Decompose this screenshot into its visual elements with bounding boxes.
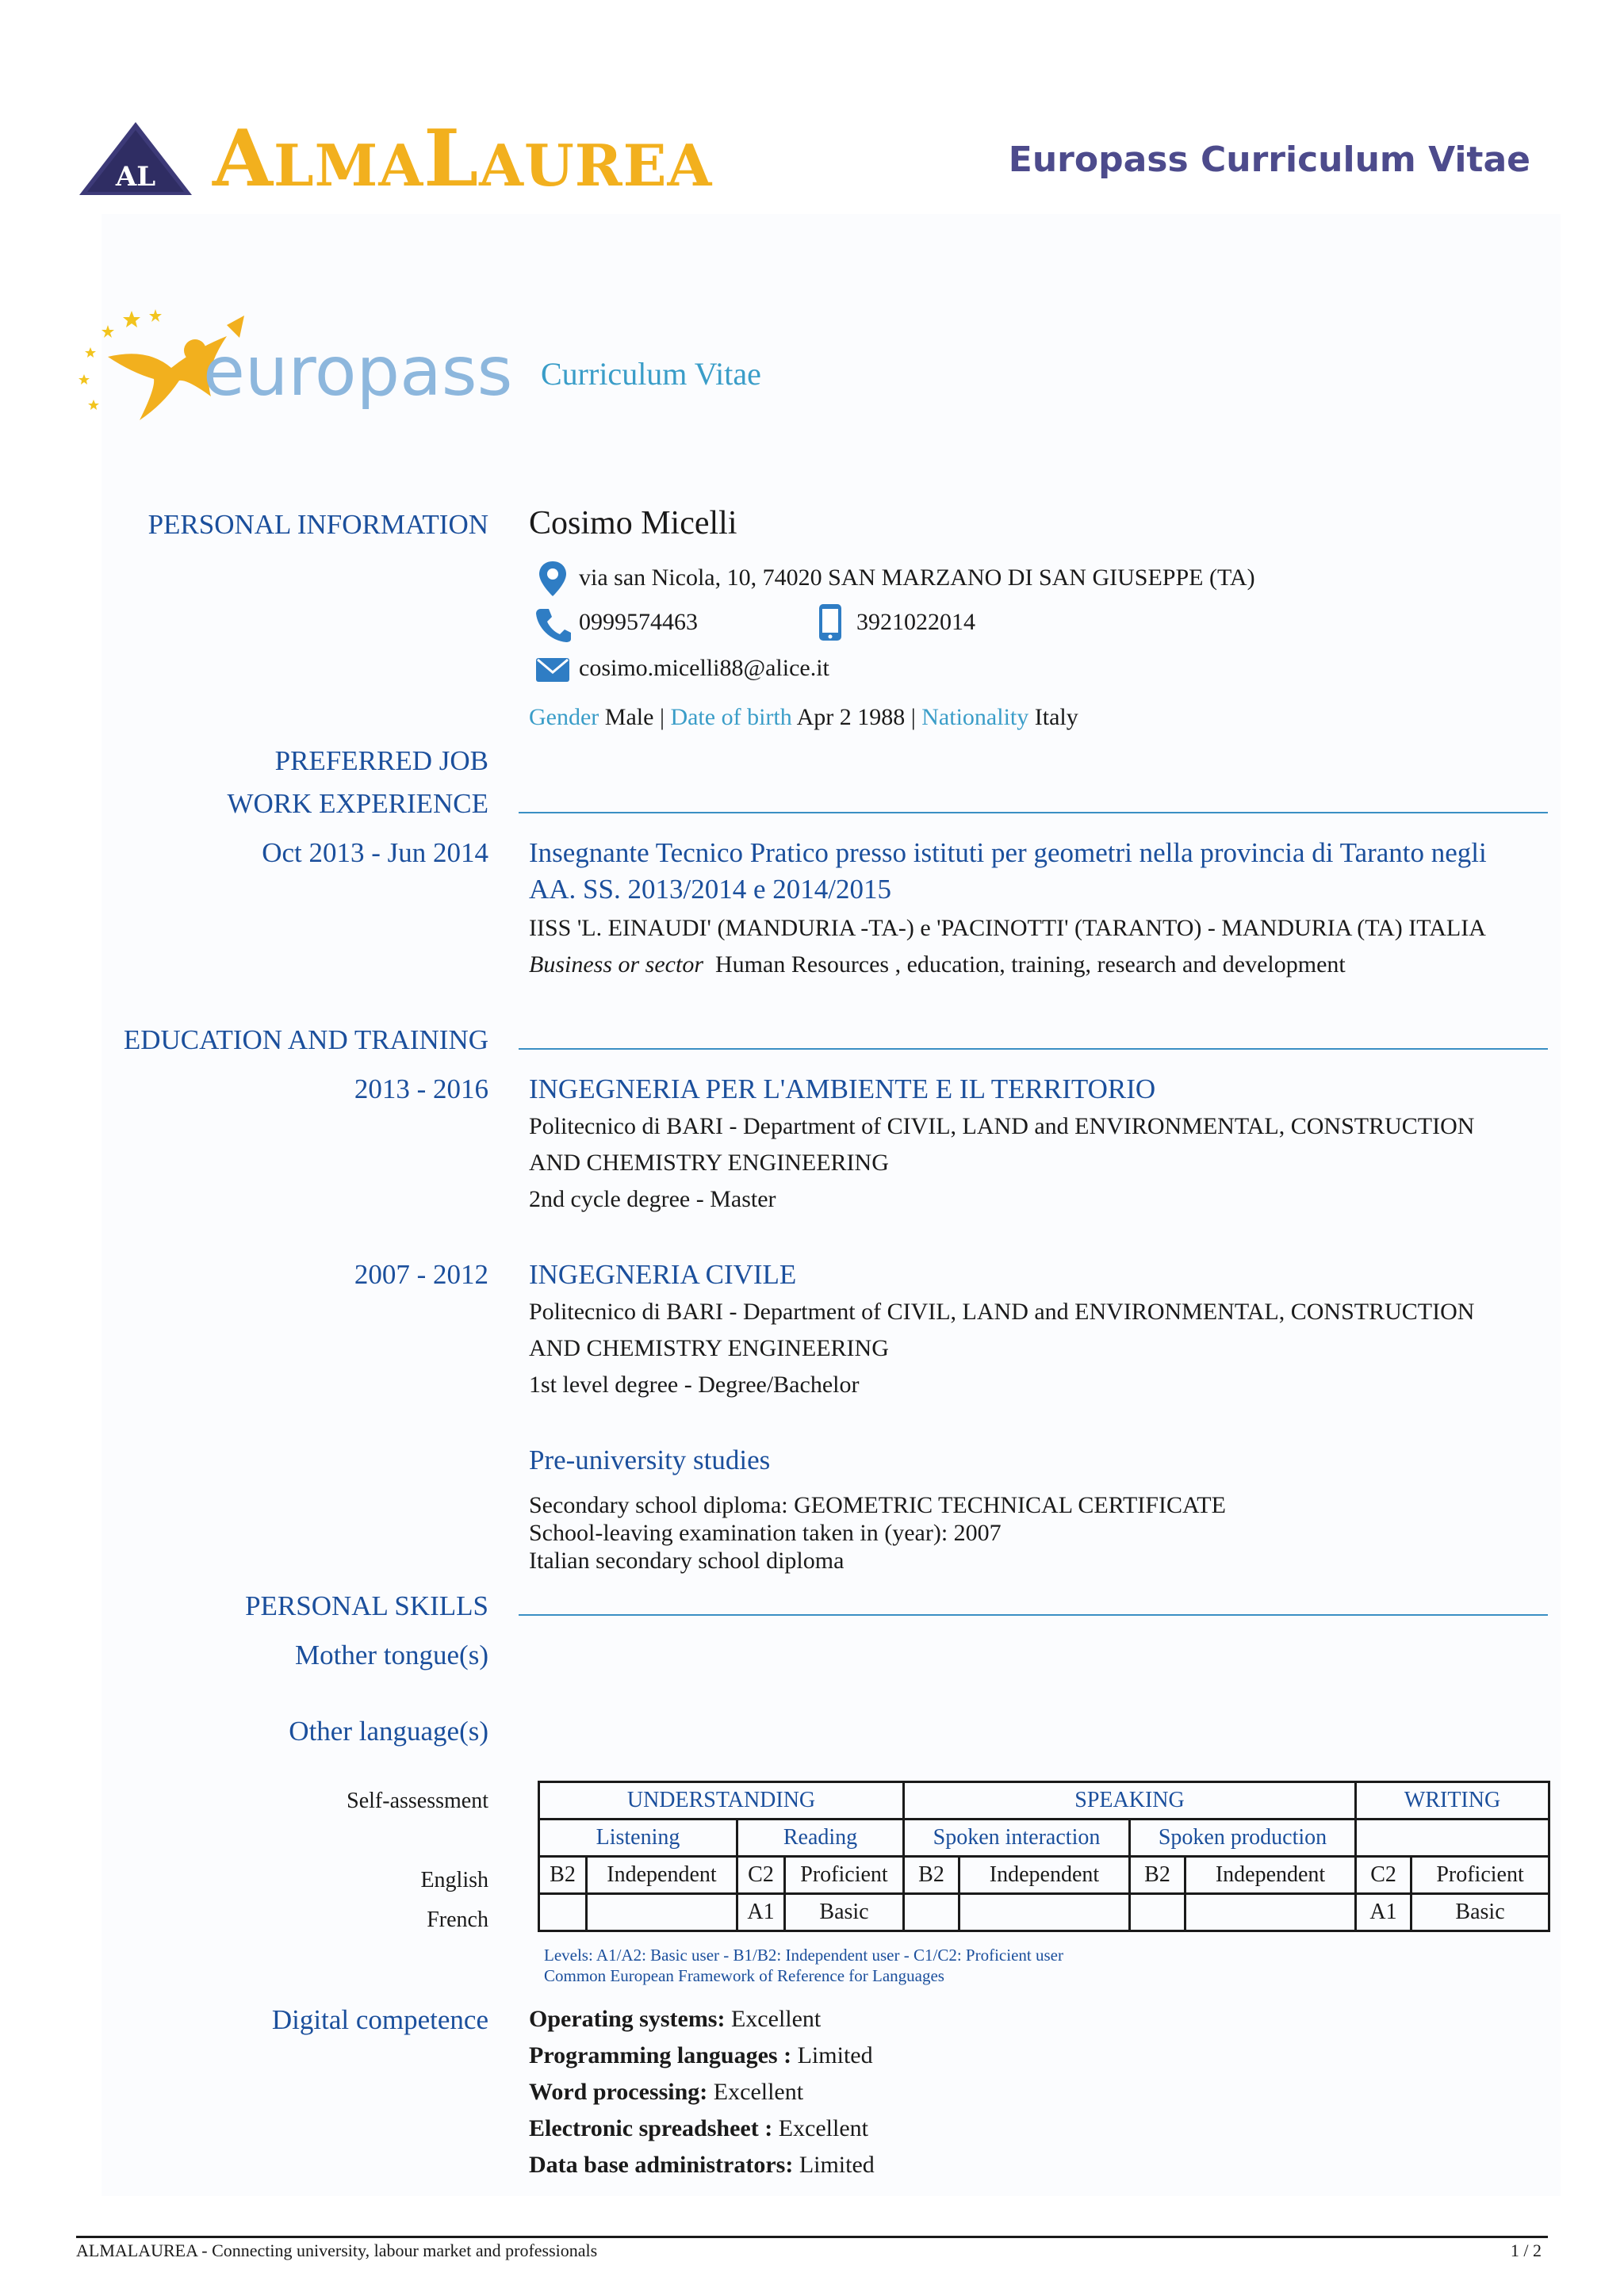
- footer-divider: [76, 2236, 1548, 2238]
- page-number: 1 / 2: [1510, 2241, 1542, 2260]
- separator: |: [910, 704, 916, 730]
- language-name: English: [420, 1868, 488, 1892]
- location-pin-icon: [534, 560, 571, 599]
- digital-skill-item: Word processing: Excellent: [529, 2079, 804, 2105]
- reading-header: Reading: [737, 1820, 904, 1857]
- sector-value: Human Resources , education, training, research and development: [715, 951, 1346, 978]
- separator: |: [659, 704, 665, 730]
- table-cell: A1: [1356, 1894, 1411, 1931]
- section-label-personal-information: PERSONAL INFORMATION: [147, 509, 488, 540]
- personal-details-line: [529, 704, 1078, 731]
- nationality-label: Nationality: [921, 704, 1029, 730]
- work-sector: [529, 951, 1346, 978]
- email-address: cosimo.micelli88@alice.it: [579, 655, 829, 681]
- table-cell: A1: [737, 1894, 785, 1931]
- table-cell: [1185, 1894, 1356, 1931]
- table-row: [539, 1857, 1549, 1894]
- pre-university-line: School-leaving examination taken in (year): 2007: [529, 1520, 1002, 1546]
- svg-text:europass: europass: [203, 332, 513, 411]
- work-employer: IISS 'L. EINAUDI' (MANDURIA -TA-) e 'PACINOTTI' (TARANTO) - MANDURIA (TA) ITALIA: [529, 915, 1486, 941]
- mother-tongue-label: Mother tongue(s): [295, 1640, 488, 1670]
- education-title: INGEGNERIA CIVILE: [529, 1259, 797, 1290]
- table-cell: [539, 1894, 587, 1931]
- digital-skill-item: Programming languages : Limited: [529, 2042, 873, 2068]
- work-title-line2: AA. SS. 2013/2014 e 2014/2015: [529, 874, 891, 905]
- section-divider: [519, 812, 1548, 813]
- mobile-icon: [812, 603, 848, 642]
- spoken-production-header: Spoken production: [1130, 1820, 1356, 1857]
- document-title: Europass Curriculum Vitae: [1008, 140, 1530, 180]
- section-label-preferred-job: PREFERRED JOB: [274, 745, 488, 776]
- table-cell: [959, 1894, 1130, 1931]
- empty-header-cell: [1356, 1820, 1549, 1857]
- pre-university-line: Italian secondary school diploma: [529, 1548, 845, 1574]
- education-title: INGEGNERIA PER L'AMBIENTE E IL TERRITORIO: [529, 1073, 1156, 1104]
- table-cell: Basic: [1411, 1894, 1549, 1931]
- gender-value: Male: [604, 704, 654, 730]
- listening-header: Listening: [539, 1820, 737, 1857]
- self-assessment-label: Self-assessment: [347, 1789, 488, 1813]
- section-label-education: EDUCATION AND TRAINING: [123, 1024, 488, 1055]
- table-cell: Independent: [587, 1857, 737, 1894]
- person-name: Cosimo Micelli: [529, 505, 737, 541]
- table-cell: Independent: [959, 1857, 1130, 1894]
- address: via san Nicola, 10, 74020 SAN MARZANO DI SAN GIUSEPPE (TA): [579, 564, 1255, 591]
- nationality-value: Italy: [1034, 704, 1078, 730]
- levels-note: Levels: A1/A2: Basic user - B1/B2: Independent user - C1/C2: Proficient user: [544, 1946, 1063, 1965]
- dob-label: Date of birth: [670, 704, 792, 730]
- section-label-personal-skills: PERSONAL SKILLS: [245, 1590, 488, 1621]
- table-cell: [1130, 1894, 1185, 1931]
- table-cell: [587, 1894, 737, 1931]
- digital-skill-item: Electronic spreadsheet : Excellent: [529, 2115, 868, 2141]
- table-cell: Basic: [785, 1894, 904, 1931]
- speaking-header: SPEAKING: [904, 1782, 1356, 1820]
- education-org-line2: AND CHEMISTRY ENGINEERING: [529, 1150, 889, 1176]
- section-divider: [519, 1614, 1548, 1616]
- language-skills-table: [538, 1781, 1550, 1932]
- sector-label: Business or sector: [529, 951, 703, 978]
- other-languages-label: Other language(s): [289, 1716, 488, 1747]
- education-org-line1: Politecnico di BARI - Department of CIVIL, LAND and ENVIRONMENTAL, CONSTRUCTION: [529, 1299, 1475, 1325]
- understanding-header: UNDERSTANDING: [539, 1782, 904, 1820]
- table-cell: C2: [737, 1857, 785, 1894]
- cv-subtitle: Curriculum Vitae: [541, 356, 761, 392]
- svg-text:AL: AL: [115, 161, 156, 193]
- language-name: French: [427, 1908, 488, 1932]
- education-org-line2: AND CHEMISTRY ENGINEERING: [529, 1335, 889, 1361]
- work-dates: Oct 2013 - Jun 2014: [262, 837, 488, 868]
- cefr-note: Common European Framework of Reference for Languages: [544, 1966, 944, 1985]
- digital-skill-item: Operating systems: Excellent: [529, 2006, 822, 2032]
- pre-university-line: Secondary school diploma: GEOMETRIC TECHNICAL CERTIFICATE: [529, 1492, 1226, 1518]
- table-cell: B2: [904, 1857, 959, 1894]
- digital-skill-item: Data base administrators: Limited: [529, 2152, 875, 2178]
- section-divider: [519, 1048, 1548, 1050]
- table-cell: C2: [1356, 1857, 1411, 1894]
- section-label-work-experience: WORK EXPERIENCE: [227, 788, 488, 819]
- almalaurea-wordmark: ALMALAUREA: [213, 113, 713, 205]
- mobile-number: 3921022014: [856, 609, 975, 635]
- education-dates: 2007 - 2012: [354, 1259, 488, 1290]
- table-cell: B2: [539, 1857, 587, 1894]
- table-row: [539, 1894, 1549, 1931]
- education-degree: 1st level degree - Degree/Bachelor: [529, 1372, 860, 1398]
- work-title-line1: Insegnante Tecnico Pratico presso istituti per geometri nella provincia di Taranto negli: [529, 837, 1487, 868]
- table-cell: Proficient: [1411, 1857, 1549, 1894]
- spoken-interaction-header: Spoken interaction: [904, 1820, 1130, 1857]
- gender-label: Gender: [529, 704, 599, 730]
- almalaurea-badge-logo: [76, 119, 195, 198]
- table-cell: Proficient: [785, 1857, 904, 1894]
- europass-logo: [76, 301, 520, 428]
- footer-text: ALMALAUREA - Connecting university, labour market and professionals: [76, 2241, 598, 2260]
- table-cell: Independent: [1185, 1857, 1356, 1894]
- table-subheader-row: [539, 1820, 1549, 1857]
- writing-header: WRITING: [1356, 1782, 1549, 1820]
- dob-value: Apr 2 1988: [796, 704, 906, 730]
- email-icon: [534, 650, 571, 690]
- table-cell: B2: [1130, 1857, 1185, 1894]
- phone-icon: [534, 604, 571, 644]
- education-org-line1: Politecnico di BARI - Department of CIVIL, LAND and ENVIRONMENTAL, CONSTRUCTION: [529, 1113, 1475, 1139]
- education-degree: 2nd cycle degree - Master: [529, 1186, 776, 1212]
- digital-competence-label: Digital competence: [271, 2004, 488, 2035]
- table-header-row: [539, 1782, 1549, 1820]
- phone-number: 0999574463: [579, 609, 698, 635]
- education-dates: 2013 - 2016: [354, 1073, 488, 1104]
- pre-university-title: Pre-university studies: [529, 1445, 771, 1475]
- table-cell: [904, 1894, 959, 1931]
